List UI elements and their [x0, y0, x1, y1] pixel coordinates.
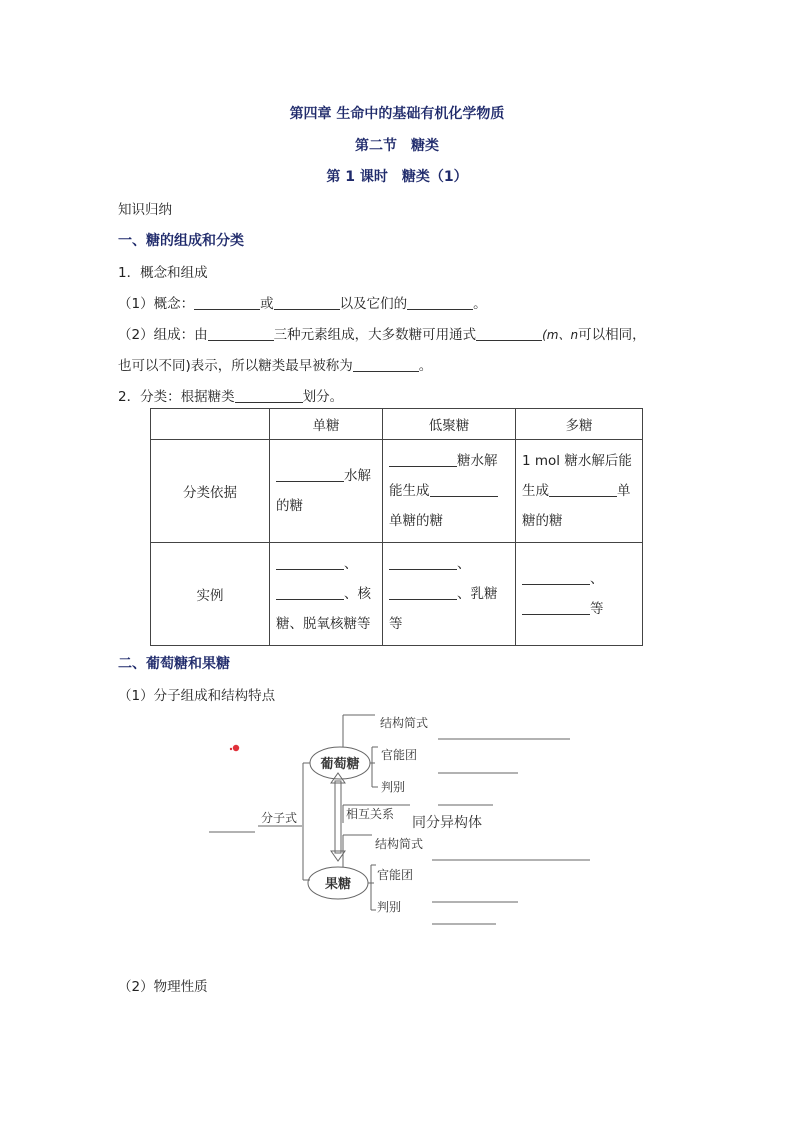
blank-field[interactable] — [389, 585, 457, 600]
cell-mono-basis — [270, 440, 383, 543]
cell-text: 水解 — [344, 468, 371, 484]
lesson-title: 第 1 课时 糖类（1） — [326, 169, 468, 185]
blank-field[interactable] — [208, 326, 274, 341]
relationship-label: 相互关系 — [346, 807, 395, 821]
concept-end: 。 — [473, 296, 487, 312]
cell-text: 糖、脱氧核糖等 — [276, 616, 371, 632]
cell-text: 生成 — [522, 483, 549, 499]
blank-field[interactable] — [274, 295, 340, 310]
part2-item1: （1）分子组成和结构特点 — [118, 688, 276, 704]
blank-field[interactable] — [407, 295, 473, 310]
blank-field[interactable] — [194, 295, 260, 310]
glucose-functional-group-label: 官能团 — [381, 748, 418, 762]
classification-line — [118, 385, 343, 405]
molecular-formula-label: 分子式 — [261, 811, 298, 825]
section-title: 第二节 糖类 — [355, 138, 439, 154]
concept-mid: 以及它们的 — [339, 296, 408, 312]
blank-field[interactable] — [276, 467, 344, 482]
cell-text: 等 — [590, 601, 604, 617]
cell-text: 单 — [617, 483, 631, 499]
chapter-title: 第四章 生命中的基础有机化学物质 — [289, 106, 505, 122]
cell-text: 能生成 — [389, 483, 430, 499]
comp-mid: 三种元素组成，大多数糖可用通式 — [273, 327, 477, 343]
blank-field[interactable] — [276, 585, 344, 600]
composition-line2 — [118, 354, 432, 374]
comp-prefix: （2）组成：由 — [118, 327, 208, 343]
part1-item1: 1．概念和组成 — [118, 265, 208, 281]
item2-prefix: 2．分类：根据糖类 — [118, 389, 235, 405]
part2-heading: 二、葡萄糖和果糖 — [118, 656, 230, 672]
item2-suffix: 划分。 — [302, 389, 344, 405]
comp-line2-prefix: 也可以不同)表示，所以糖类最早被称为 — [118, 358, 353, 374]
double-arrow-shaft — [335, 781, 341, 853]
cell-mono-examples — [270, 543, 383, 646]
fructose-label: 果糖 — [324, 877, 352, 892]
blank-field[interactable] — [353, 357, 419, 372]
cell-text: 、核 — [344, 586, 371, 602]
part1-heading: 一、糖的组成和分类 — [118, 233, 244, 249]
row-label-examples: 实例 — [151, 543, 270, 646]
concept-prefix: （1）概念： — [118, 296, 195, 312]
cell-oligo-basis — [383, 440, 516, 543]
blank-field[interactable] — [389, 555, 457, 570]
blank-field[interactable] — [522, 600, 590, 615]
blank-field[interactable] — [276, 555, 344, 570]
composition-line — [118, 323, 646, 343]
cell-text: 1 mol 糖水解后能 — [522, 453, 632, 469]
cell-text: 、 — [344, 556, 358, 572]
cell-text: 糖的糖 — [522, 513, 563, 529]
blank-field[interactable] — [476, 326, 542, 341]
comp-line2-end: 。 — [418, 358, 433, 374]
table-header-empty — [151, 409, 270, 440]
fructose-functional-group-label: 官能团 — [377, 868, 414, 882]
blank-field[interactable] — [235, 388, 303, 403]
comp-tail: 可以相同， — [578, 327, 646, 343]
cell-poly-basis — [516, 440, 643, 543]
table-header-polysaccharide: 多糖 — [516, 409, 643, 440]
glucose-fructose-diagram — [200, 705, 620, 935]
table-header-monosaccharide: 单糖 — [270, 409, 383, 440]
table-header-oligosaccharide: 低聚糖 — [383, 409, 516, 440]
red-dot-marker — [233, 745, 239, 751]
glucose-distinguish-label: 判别 — [381, 780, 406, 794]
concept-or: 或 — [260, 296, 274, 312]
concept-line — [118, 292, 487, 312]
cell-text: 、乳糖 — [457, 586, 498, 602]
knowledge-label: 知识归纳 — [118, 202, 172, 218]
classification-table — [150, 408, 643, 646]
blank-field[interactable] — [430, 482, 498, 497]
cell-text: 的糖 — [276, 498, 303, 514]
fructose-structural-formula-label: 结构简式 — [375, 837, 424, 851]
cell-text: 、 — [457, 556, 471, 572]
cell-text: 单糖的糖 — [389, 513, 443, 529]
glucose-label: 葡萄糖 — [320, 757, 360, 772]
cell-text: 糖水解 — [457, 453, 498, 469]
blank-field[interactable] — [549, 482, 617, 497]
row-label-basis: 分类依据 — [151, 440, 270, 543]
cell-oligo-examples — [383, 543, 516, 646]
cell-poly-examples — [516, 543, 643, 646]
fructose-distinguish-label: 判别 — [377, 900, 402, 914]
red-dot-marker-small — [230, 748, 232, 750]
comp-paren: (m、n — [542, 328, 579, 342]
cell-text: 等 — [389, 616, 403, 632]
blank-field[interactable] — [389, 452, 457, 467]
cell-text: 、 — [590, 571, 604, 587]
part2-item2: （2）物理性质 — [118, 979, 208, 995]
blank-field[interactable] — [522, 570, 590, 585]
isomer-label: 同分异构体 — [412, 815, 482, 831]
glucose-structural-formula-label: 结构简式 — [380, 716, 429, 730]
